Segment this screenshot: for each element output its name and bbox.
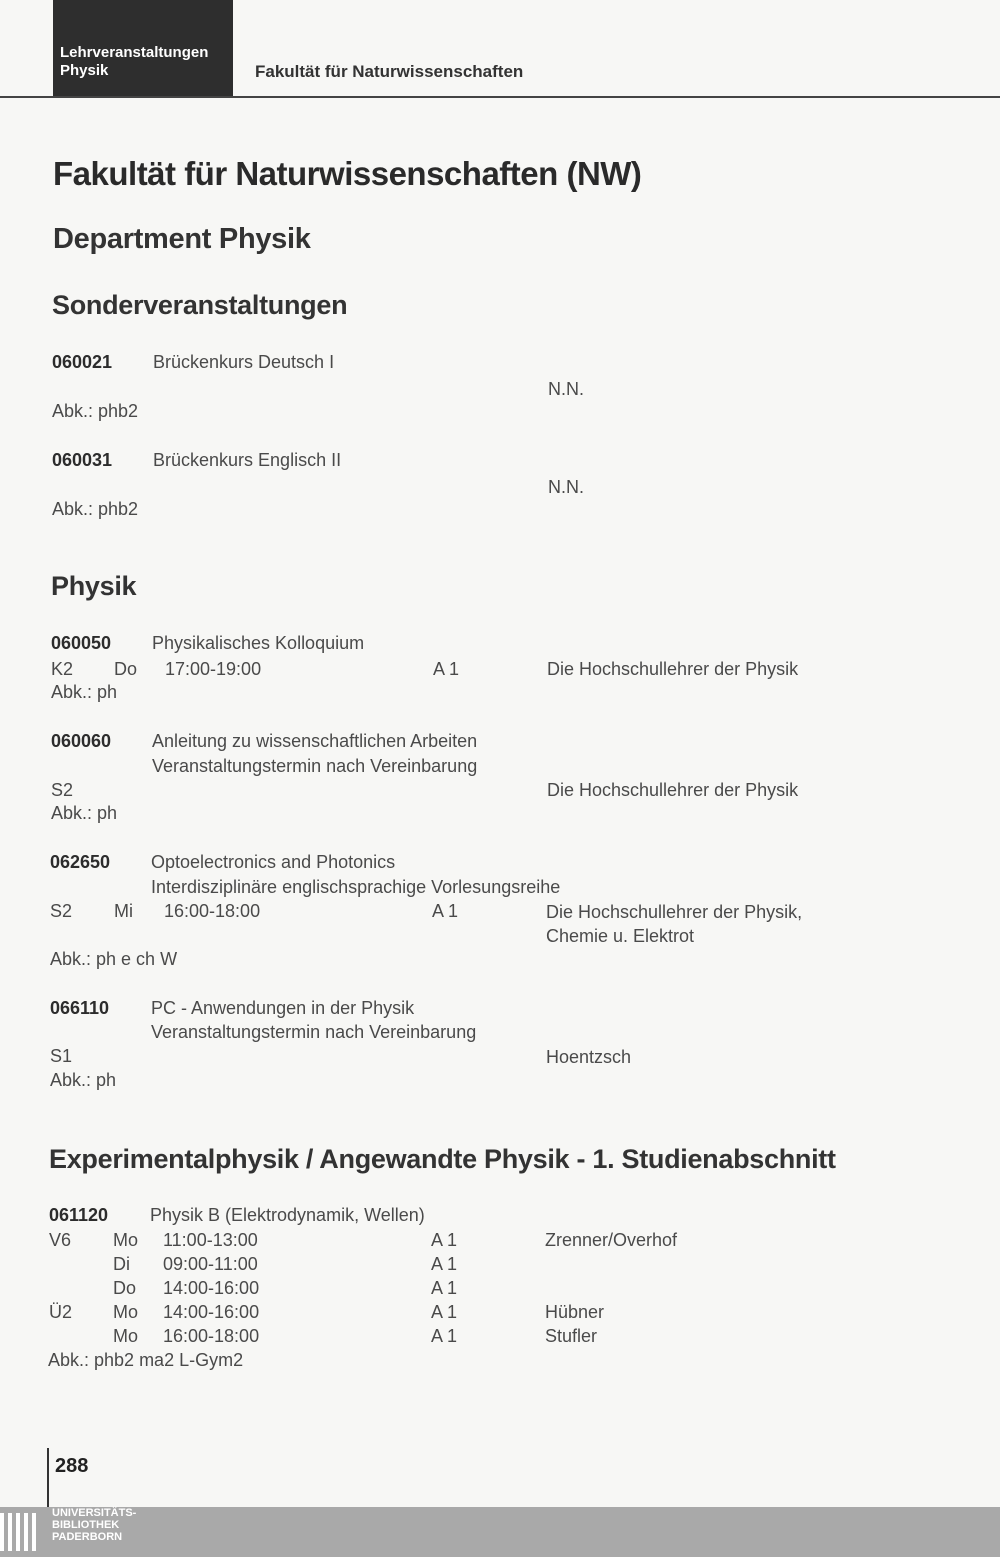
- course-type: K2: [51, 659, 74, 679]
- course-note: Interdisziplinäre englischsprachige Vorlesungsreihe: [151, 877, 561, 897]
- course-day: Mo: [113, 1302, 139, 1322]
- course-lecturer: Die Hochschullehrer der Physik: [547, 659, 799, 679]
- library-footer: [0, 1507, 1000, 1557]
- section-physik: Physik: [51, 571, 137, 601]
- course-day: Di: [113, 1254, 130, 1274]
- course-lecturer-line2: Chemie u. Elektrot: [546, 926, 695, 946]
- course-title: Physik B (Elektrodynamik, Wellen): [150, 1205, 425, 1225]
- course-room: A 1: [431, 1326, 458, 1346]
- course-title: Anleitung zu wissenschaftlichen Arbeiten: [152, 731, 478, 751]
- section-sonder: Sonderveranstaltungen: [52, 290, 348, 320]
- course-lecturer: N.N.: [548, 379, 584, 399]
- library-line3: PADERBORN: [52, 1531, 123, 1543]
- course-day: Do: [113, 1278, 137, 1298]
- course-type: S2: [51, 780, 74, 800]
- course-abk: Abk.: ph e ch W: [50, 949, 178, 969]
- course-type: V6: [49, 1230, 72, 1250]
- course-lecturer: Stufler: [545, 1326, 598, 1346]
- course-lecturer: Die Hochschullehrer der Physik: [547, 780, 799, 800]
- header-tab-text: [60, 44, 208, 80]
- header-rule: [0, 96, 1000, 98]
- course-lecturer: Die Hochschullehrer der Physik,: [546, 902, 803, 922]
- library-name: [52, 1507, 136, 1543]
- course-day: Mo: [113, 1326, 139, 1346]
- course-room: A 1: [433, 659, 460, 679]
- course-type: Ü2: [49, 1302, 73, 1322]
- course-code: 062650: [50, 852, 111, 872]
- section-experimental: Experimentalphysik / Angewandte Physik - 1. Studienabschnitt: [49, 1144, 836, 1174]
- course-type: S2: [50, 901, 73, 921]
- course-room: A 1: [431, 1278, 458, 1298]
- course-time: 17:00-19:00: [165, 659, 262, 679]
- course-time: 14:00-16:00: [163, 1302, 260, 1322]
- course-code: 060031: [52, 450, 113, 470]
- course-abk: Abk.: phb2 ma2 L-Gym2: [48, 1350, 244, 1370]
- course-room: A 1: [431, 1302, 458, 1322]
- course-lecturer: N.N.: [548, 477, 584, 497]
- header-faculty: Fakultät für Naturwissenschaften: [255, 62, 524, 81]
- page-number: 288: [55, 1455, 89, 1477]
- course-time: 16:00-18:00: [163, 1326, 260, 1346]
- library-line2: BIBLIOTHEK: [52, 1519, 120, 1531]
- course-title: Brückenkurs Deutsch I: [153, 352, 335, 372]
- page-title: Fakultät für Naturwissenschaften (NW): [53, 155, 642, 192]
- course-title: PC - Anwendungen in der Physik: [151, 998, 415, 1018]
- course-title: Physikalisches Kolloquium: [152, 633, 365, 653]
- header-tab: [53, 0, 233, 96]
- course-time: 09:00-11:00: [163, 1254, 258, 1274]
- course-day: Mo: [113, 1230, 139, 1250]
- course-day: Mi: [114, 901, 133, 921]
- course-time: 11:00-13:00: [163, 1230, 258, 1250]
- page-number-rule: [47, 1448, 49, 1508]
- course-lecturer: Hübner: [545, 1302, 605, 1322]
- course-time: 16:00-18:00: [164, 901, 261, 921]
- course-room: A 1: [432, 901, 459, 921]
- course-note: Veranstaltungstermin nach Vereinbarung: [152, 756, 478, 776]
- course-room: A 1: [431, 1254, 458, 1274]
- course-title: Optoelectronics and Photonics: [151, 852, 396, 872]
- course-code: 060021: [52, 352, 113, 372]
- header-tab-line1: Lehrveranstaltungen: [60, 44, 209, 61]
- course-day: Do: [114, 659, 138, 679]
- course-code: 060060: [51, 731, 112, 751]
- course-abk: Abk.: phb2: [52, 401, 139, 421]
- course-code: 060050: [51, 633, 112, 653]
- course-title: Brückenkurs Englisch II: [153, 450, 342, 470]
- library-line1: UNIVERSITÄTS-: [52, 1507, 137, 1519]
- course-lecturer: Hoentzsch: [546, 1047, 632, 1067]
- course-room: A 1: [431, 1230, 458, 1250]
- course-code: 061120: [49, 1205, 109, 1225]
- course-abk: Abk.: ph: [51, 682, 118, 702]
- course-note: Veranstaltungstermin nach Vereinbarung: [151, 1022, 477, 1042]
- department-heading: Department Physik: [53, 223, 311, 255]
- course-abk: Abk.: ph: [51, 803, 118, 823]
- course-code: 066110: [50, 998, 110, 1018]
- course-abk: Abk.: ph: [50, 1070, 117, 1090]
- header-tab-line2: Physik: [60, 62, 109, 79]
- course-time: 14:00-16:00: [163, 1278, 260, 1298]
- course-type: S1: [50, 1046, 73, 1066]
- course-abk: Abk.: phb2: [52, 499, 139, 519]
- library-logo-bars: [0, 1513, 40, 1556]
- course-lecturer: Zrenner/Overhof: [545, 1230, 678, 1250]
